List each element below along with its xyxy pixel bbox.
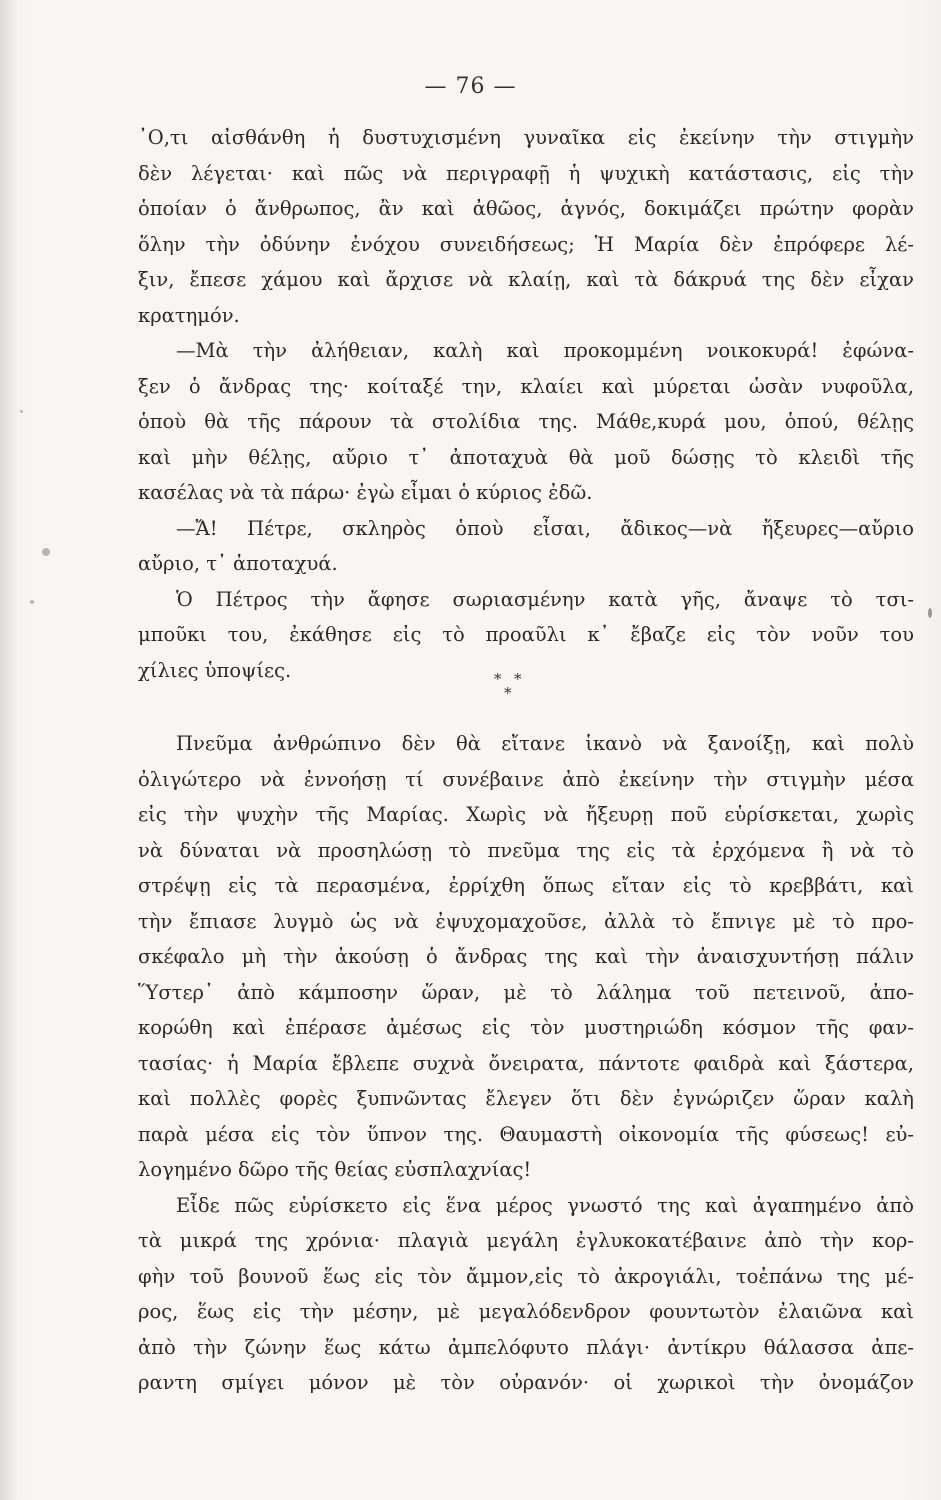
text-block-2: [138, 726, 914, 1401]
asterism-star: *: [494, 670, 502, 688]
text-line: δὲν λέγεται· καὶ πῶς νὰ περιγραφῇ ἡ ψυχικὴ κατάστασις, εἰς τὴν: [138, 161, 914, 185]
text-line: νὰ δύναται νὰ προσηλώσῃ τὸ πνεῦμα της εἰς τὰ ἐρχόμενα ἢ νὰ τὸ: [138, 838, 914, 862]
text-line: Ὁ Πέτρος τὴν ἄφησε σωριασμένην κατὰ γῆς, ἄναψε τὸ τσι-: [176, 587, 914, 611]
asterism-star: *: [504, 684, 512, 702]
text-line: ᾿Ο,τι αἰσθάνθη ἡ δυστυχισμένη γυναῖκα εἰς ἐκείνην τὴν στιγμὴν: [138, 126, 914, 149]
text-line: καὶ πολλὲς φορὲς ξυπνῶντας ἔλεγεν ὅτι δὲν ἐγνώριζεν ὥραν καλὴ: [138, 1087, 914, 1110]
text-line: χίλιες ὑποψίες.: [138, 658, 292, 682]
text-line: Εἶδε πῶς εὑρίσκετο εἰς ἕνα μέρος γνωστό της καὶ ἀγαπημένο ἀπὸ: [176, 1193, 914, 1217]
text-line: εἰς τὴν ψυχὴν τῆς Μαρίας. Χωρὶς νὰ ἤξευρῃ ποῦ εὑρίσκεται, χωρὶς: [138, 803, 914, 826]
text-line: τὰ μικρά της χρόνια· πλαγιὰ μεγάλη ἐγλυκοκατέβαινε ἀπὸ τὴν κορ-: [138, 1229, 914, 1252]
text-line: Πνεῦμα ἀνθρώπινο δὲν θὰ εἴτανε ἱκανὸ νὰ ξανοίξῃ, καὶ πολὺ: [176, 732, 914, 755]
text-line: ἀπὸ τὴν ζώνην ἕως κάτω ἀμπελόφυτο πλάγι· ἀντίκρυ θάλασσα ἀπε-: [138, 1335, 914, 1359]
text-line: ραντη σμίγει μόνον μὲ τὸν οὐρανόν· οἱ χωρικοὶ τὴν ὀνομάζον: [138, 1371, 914, 1394]
text-line: σκέφαλο μὴ τὴν ἀκούσῃ ὁ ἄνδρας της καὶ τὴν ἀναισχυντήσῃ πάλιν: [138, 945, 914, 968]
text-line: ρος, ἕως εἰς τὴν μέσην, μὲ μεγαλόδενδρον φουντωτὸν ἐλαιῶνα καὶ: [138, 1300, 914, 1323]
text-line: αὔριο, τ᾿ ἀποταχυά.: [138, 552, 338, 575]
text-line: ξιν, ἔπεσε χάμου καὶ ἄρχισε νὰ κλαίῃ, καὶ τὰ δάκρυά της δὲν εἶχαν: [138, 268, 914, 291]
text-line: κρατημόν.: [138, 303, 240, 327]
page-number: — 76 —: [424, 74, 517, 99]
text-line: ὁποὺ θὰ τῆς πάρουν τὰ στολίδια της. Μάθε,κυρά μου, ὁπού, θέλῃς: [138, 410, 914, 433]
text-line: καὶ μὴν θέλῃς, αὔριο τ᾿ ἀποταχυὰ θὰ μοῦ δώσῃς τὸ κλειδὶ τῆς: [138, 445, 914, 469]
paper-speck: [42, 548, 50, 556]
text-line: ξεν ὁ ἄνδρας της· κοίταξέ την, κλαίει καὶ μύρεται ὡσὰν νυφοῦλα,: [138, 374, 914, 398]
text-line: στρέψῃ εἰς τὰ περασμένα, ἐρρίχθη ὅπως εἴταν εἰς τὸ κρεββάτι, καὶ: [138, 874, 914, 897]
text-line: μποῦκι του, ἐκάθησε εἰς τὸ προαῦλι κ᾿ ἔβαζε εἰς τὸν νοῦν του: [138, 623, 914, 646]
text-line: τὴν ἔπιασε λυγμὸ ὡς νὰ ἐψυχομαχοῦσε, ἀλλὰ τὸ ἔπνιγε μὲ τὸ προ-: [138, 909, 914, 933]
text-line: κασέλας νὰ τὰ πάρω· ἐγὼ εἶμαι ὁ κύριος ἐδῶ.: [138, 481, 593, 504]
text-line: ὀλιγώτερο νὰ ἐννοήσῃ τί συνέβαινε ἀπὸ ἐκείνην τὴν στιγμὴν μέσα: [138, 767, 914, 791]
text-line: ὅλην τὴν ὀδύνην ἐνόχου συνειδήσεως; Ἡ Μαρία δὲν ἐπρόφερε λέ-: [138, 232, 914, 256]
paper-speck: [928, 608, 932, 618]
text-line: Ὕστερ᾿ ἀπὸ κάμποσην ὥραν, μὲ τὸ λάλημα τοῦ πετεινοῦ, ἀπο-: [138, 980, 914, 1004]
text-line: λογημένο δῶρο τῆς θείας εὐσπλαχνίας!: [138, 1158, 532, 1181]
text-line: τασίας· ἡ Μαρία ἔβλεπε συχνὰ ὄνειρατα, πάντοτε φαιδρὰ καὶ ξάστερα,: [138, 1051, 914, 1075]
text-line: κορώθη καὶ ἐπέρασε ἀμέσως εἰς τὸν μυστηριώδη κόσμον τῆς φαν-: [138, 1016, 914, 1039]
text-line: παρὰ μέσα εἰς τὸν ὕπνον της. Θαυμαστὴ οἰκονομία τῆς φύσεως! εὐ-: [138, 1122, 914, 1146]
paper-speck: [30, 600, 34, 604]
page-gutter-shadow: [0, 0, 18, 1500]
text-line: ὁποίαν ὁ ἄνθρωπος, ἂν καὶ ἀθῶος, ἁγνός, δοκιμάζει πρώτην φορὰν: [138, 197, 914, 220]
text-line: —Ἄ! Πέτρε, σκληρὸς ὁποὺ εἶσαι, ἄδικος—νὰ ἤξευρες—αὔριο: [176, 516, 914, 540]
text-block-1: [138, 120, 914, 688]
paper-speck: [20, 410, 23, 413]
text-line: —Μὰ τὴν ἀλήθειαν, καλὴ καὶ προκομμένη νοικοκυρά! ἐφώνα-: [176, 339, 914, 362]
section-asterism: [490, 668, 550, 708]
asterism-star: *: [514, 670, 522, 688]
text-line: φὴν τοῦ βουνοῦ ἕως εἰς τὸν ἄμμον,εἰς τὸ ἀκρογιάλι, τοἐπάνω της μέ-: [138, 1264, 914, 1288]
